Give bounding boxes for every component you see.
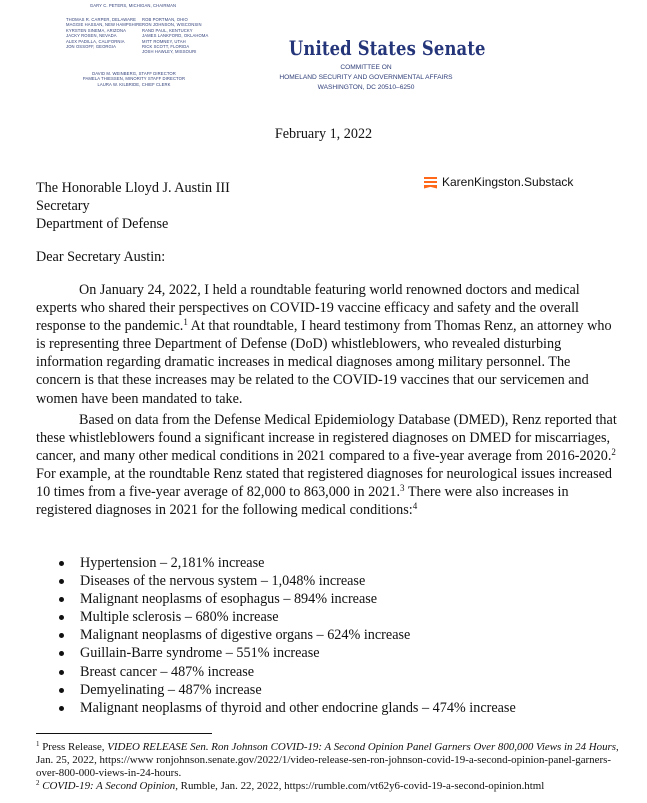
condition-text: Malignant neoplasms of esophagus – 894% increase bbox=[80, 591, 378, 608]
staff-list bbox=[74, 71, 194, 87]
bullet-icon bbox=[59, 706, 64, 711]
committee-line: COMMITTEE ON bbox=[340, 64, 392, 71]
list-item bbox=[56, 608, 516, 626]
paragraph-text: There were also increases in registered diagnoses in 2021 for the following medical conditions: bbox=[36, 484, 569, 519]
list-item bbox=[56, 626, 516, 644]
minority-members bbox=[142, 17, 232, 55]
footnote-ref[interactable]: 2 bbox=[611, 447, 616, 458]
condition-text: Hypertension – 2,181% increase bbox=[80, 555, 265, 571]
condition-text: Multiple sclerosis – 680% increase bbox=[80, 609, 279, 626]
salutation: Dear Secretary Austin: bbox=[36, 249, 166, 265]
recipient-line: The Honorable Lloyd J. Austin III bbox=[36, 180, 230, 196]
paragraph-2 bbox=[36, 411, 618, 520]
member-name: RICK SCOTT, FLORIDA bbox=[142, 44, 190, 50]
member-name: JON OSSOFF, GEORGIA bbox=[66, 44, 117, 50]
condition-text: Malignant neoplasms of thyroid and other endocrine glands – 474% increase bbox=[80, 699, 516, 716]
list-item bbox=[56, 554, 516, 572]
condition-text: Breast cancer – 487% increase bbox=[80, 663, 255, 680]
substack-icon bbox=[424, 176, 437, 189]
bullet-icon bbox=[59, 597, 64, 602]
footnotes bbox=[36, 741, 626, 793]
footnote-ref[interactable]: 4 bbox=[412, 501, 418, 512]
bullet-icon bbox=[59, 579, 64, 584]
staff-name: LAURA W. KILBRIDE, CHIEF CLERK bbox=[97, 81, 171, 87]
footnote-number: 2 bbox=[36, 779, 40, 787]
member-name: ALEX PADILLA, CALIFORNIA bbox=[66, 38, 125, 44]
member-name: ROB PORTMAN, OHIO bbox=[142, 17, 188, 22]
substack-watermark bbox=[424, 175, 573, 189]
member-name: KYRSTEN SINEMA, ARIZONA bbox=[66, 27, 127, 33]
footnote-title: VIDEO RELEASE Sen. Ron Johnson COVID-19: A Second Opinion Panel Garners Over 800,000 Views in 24 Hours bbox=[107, 741, 617, 753]
bullet-icon bbox=[59, 651, 64, 656]
letter-date: February 1, 2022 bbox=[274, 126, 373, 142]
bullet-icon bbox=[59, 670, 64, 675]
footnote-text: Press Release, bbox=[39, 741, 108, 753]
footnote bbox=[36, 741, 626, 780]
list-item bbox=[56, 681, 516, 699]
paragraph-text: On January 24, 2022, I held a roundtable featuring world renowned doctors and medical experts who shared their perspectives on COVID-19 vaccine efficacy and safety and the overall response to the pandemic. bbox=[36, 282, 580, 335]
footnote-ref[interactable]: 3 bbox=[400, 483, 405, 494]
footnote-number: 1 bbox=[36, 740, 40, 748]
watermark-text: KarenKingston.Substack bbox=[442, 175, 574, 189]
footnote-text[interactable]: , Jan. 25, 2022, https://www ronjohnson.senate.gov/2022/1/video-release-sen-ron-johnson-covid-19-a-second-opinion-panel-garners-over-800-000-views-in-24-hours. bbox=[36, 741, 619, 779]
staff-name: PAMELA THIESSEN, MINORITY STAFF DIRECTOR bbox=[82, 76, 186, 82]
list-item bbox=[56, 644, 516, 662]
recipient-line: Department of Defense bbox=[36, 216, 169, 233]
recipient-line: Secretary bbox=[36, 198, 90, 215]
chairman-line: GARY C. PETERS, MICHIGAN, CHAIRMAN bbox=[89, 3, 177, 8]
footnote bbox=[36, 780, 626, 793]
member-name: RAND PAUL, KENTUCKY bbox=[142, 27, 193, 33]
majority-members bbox=[66, 17, 143, 50]
member-name: RON JOHNSON, WISCONSIN bbox=[142, 22, 202, 28]
condition-text: Demyelinating – 487% increase bbox=[80, 681, 262, 698]
senate-title: United States Senate bbox=[288, 36, 486, 60]
list-item bbox=[56, 572, 516, 590]
conditions-list bbox=[56, 554, 516, 717]
bullet-icon bbox=[59, 561, 64, 566]
member-name: JAMES LANKFORD, OKLAHOMA bbox=[142, 33, 209, 39]
member-name: JOSH HAWLEY, MISSOURI bbox=[142, 49, 197, 55]
member-name: JACKY ROSEN, NEVADA bbox=[66, 33, 117, 39]
member-name: THOMAS R. CARPER, DELAWARE bbox=[66, 17, 136, 22]
list-item bbox=[56, 663, 516, 681]
list-item bbox=[56, 590, 516, 608]
bullet-icon bbox=[59, 633, 64, 638]
member-name: MAGGIE HASSAN, NEW HAMPSHIRE bbox=[66, 22, 143, 28]
footnote-ref[interactable]: 1 bbox=[183, 317, 188, 328]
condition-text: Malignant neoplasms of digestive organs – 624% increase bbox=[80, 627, 411, 644]
recipient-block bbox=[36, 179, 230, 233]
committee-line: WASHINGTON, DC 20510–6250 bbox=[317, 84, 415, 91]
condition-text: Guillain-Barre syndrome – 551% increase bbox=[80, 645, 320, 662]
footnote-title: COVID-19: A Second Opinion bbox=[42, 780, 176, 792]
staff-name: DAVID M. WEINBERG, STAFF DIRECTOR bbox=[92, 71, 176, 76]
paragraph-text: For example, at the roundtable Renz stated that registered diagnoses for neurological issues increased 10 times from a five-year average of 82,000 to 863,000 in 2021. bbox=[36, 466, 612, 501]
condition-text: Diseases of the nervous system – 1,048% increase bbox=[80, 573, 366, 590]
paragraph-text: At that roundtable, I heard testimony from Thomas Renz, an attorney who is representing three Department of Defense (DoD) whistleblowers, who revealed disturbing information regarding dramatic increases in medical diagnoses among military personnel. The concern is that these increases may be related to the COVID-19 vaccines that our servicemen and women have been mandated to take. bbox=[36, 318, 612, 407]
committee-address bbox=[250, 63, 482, 93]
footnote-divider bbox=[36, 733, 212, 734]
paragraph-text: Based on data from the Defense Medical Epidemiology Database (DMED), Renz reported that these whistleblowers found a significant increase in registered diagnoses on DMED for miscarriages, cancer, and many other medical conditions in 2021 compared to a five-year average from 2016-2020. bbox=[36, 412, 617, 465]
list-item bbox=[56, 699, 516, 717]
member-name: MITT ROMNEY, UTAH bbox=[142, 38, 186, 44]
committee-line: HOMELAND SECURITY AND GOVERNMENTAL AFFAIRS bbox=[279, 74, 453, 81]
bullet-icon bbox=[59, 615, 64, 620]
bullet-icon bbox=[59, 688, 64, 693]
paragraph-1 bbox=[36, 281, 618, 408]
footnote-text[interactable]: , Rumble, Jan. 22, 2022, https://rumble.com/vt62y6-covid-19-a-second-opinion.html bbox=[175, 780, 545, 792]
